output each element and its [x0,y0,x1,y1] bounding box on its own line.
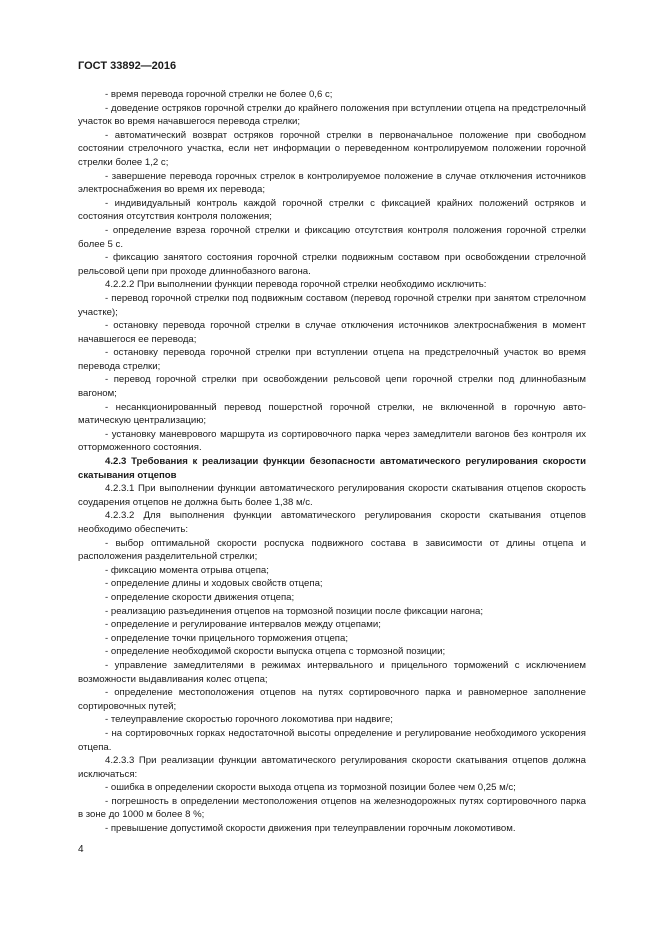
body-paragraph: - определение скорости движения отцепа; [105,591,295,603]
body-paragraph: - телеуправление скоростью горочного локомотива при надвиге; [105,714,393,726]
body-paragraph: - управление замедлителями в режимах интервального и прицельного торможений с исключением возможности выдавливания колес отцепа; [78,659,586,685]
body-paragraph: - остановку перевода горочной стрелки в случае отключения источников электроснабжения в момент начавшегося ее перевода; [78,320,586,345]
body-paragraph: 4.2.3.1 При выполнении функции автоматического регулирования скорости скатывания отцепов скорость соударения отцепов не должна быть более 1,38 м/с. [78,483,586,508]
body-paragraph: 4.2.3.2 Для выполнения функции автоматического регулирования скорости скатывания отцепов необходимо обеспечить: [78,510,586,535]
body-paragraph: - определение точки прицельного торможения отцепа; [105,632,348,644]
body-paragraph: - остановку перевода горочной стрелки при вступлении отцепа на предстрелочный участок во время перевода стрелки; [78,347,586,372]
body-paragraph: - на сортировочных горках недостаточной высоты определение и регулирование необходимого ускорения отцепа. [78,727,586,753]
body-paragraph: - завершение перевода горочных стрелок в контролируемое положение в случае отключения источников электроснабжения во время их перевода; [78,170,586,196]
body-paragraph: - перевод горочной стрелки под подвижным составом (перевод горочной стрелки при занятом стрелочном участке); [78,292,586,318]
body-paragraph: - ошибка в определении скорости выхода отцепа из тормозной позиции более чем 0,25 м/с; [105,782,516,794]
body-paragraph: - установку маневрового маршрута из сортировочного парка через замедлители вагонов без контроля их отторможенного состояния. [78,428,586,454]
body-paragraph: - определение местоположения отцепов на путях сортировочного парка и равномерное заполнение сортировочных путей; [78,687,586,712]
page-number: 4 [78,844,84,855]
document-body [78,88,586,836]
body-paragraph: - перевод горочной стрелки при освобождении рельсовой цепи горочной стрелки под длиннобазным вагоном; [78,374,586,400]
body-paragraph: - выбор оптимальной скорости роспуска подвижного состава в зависимости от длины отцепа и расположения разделительной стрелки; [78,537,586,563]
body-paragraph: - автоматический возврат остряков горочной стрелки в первоначальное положение при свободном состоянии стрелочного участка, если нет информации о переведенном контролируемом положении горочной стрелки более 1,2 с; [78,129,586,168]
body-paragraph: - погрешность в определении местоположения отцепов на железнодорожных путях сортировочного парка в зоне до 1000 м более 8 %; [78,795,586,821]
body-paragraph: - определение длины и ходовых свойств отцепа; [105,578,323,590]
body-paragraph: - определение и регулирование интервалов между отцепами; [105,619,381,631]
body-paragraph: - доведение остряков горочной стрелки до крайнего положения при вступлении отцепа на предстрелочный участок во время начавшегося перевода стрелки; [78,102,586,128]
body-paragraph: - определение взреза горочной стрелки и фиксацию отсутствия контроля положения горочной стрелки более 5 с. [78,224,586,250]
body-paragraph: - время перевода горочной стрелки не более 0,6 с; [105,89,333,100]
body-paragraph: - определение необходимой скорости выпуска отцепа с тормозной позиции; [105,646,446,658]
body-paragraph: - превышение допустимой скорости движения при телеуправлении горочным локомотивом. [105,823,516,835]
body-paragraph: - несанкционированный перевод пошерстной горочной стрелки, не включенной в горочную автоматическую централизацию; [78,401,586,427]
body-paragraph: 4.2.3.3 При реализации функции автоматического регулирования скорости скатывания отцепов должна исключаться: [78,755,586,780]
document-header: ГОСТ 33892—2016 [78,60,177,72]
body-paragraph: - фиксацию занятого состояния горочной стрелки подвижным составом при освобождении стрелочной рельсовой цепи при проходе длиннобазного вагона. [78,252,586,277]
body-paragraph: - реализацию разъединения отцепов на тормозной позиции после фиксации нагона; [105,605,484,617]
body-paragraph: - фиксацию момента отрыва отцепа; [105,564,269,576]
section-heading: 4.2.3 Требования к реализации функции безопасности автоматического регулирования скорости скатывания отцепов [78,456,586,481]
body-paragraph: - индивидуальный контроль каждой горочной стрелки с фиксацией крайних положений остряков и состояния отсутствия контроля положения; [78,197,586,223]
body-paragraph: 4.2.2.2 При выполнении функции перевода горочной стрелки необходимо исключить: [105,279,487,291]
